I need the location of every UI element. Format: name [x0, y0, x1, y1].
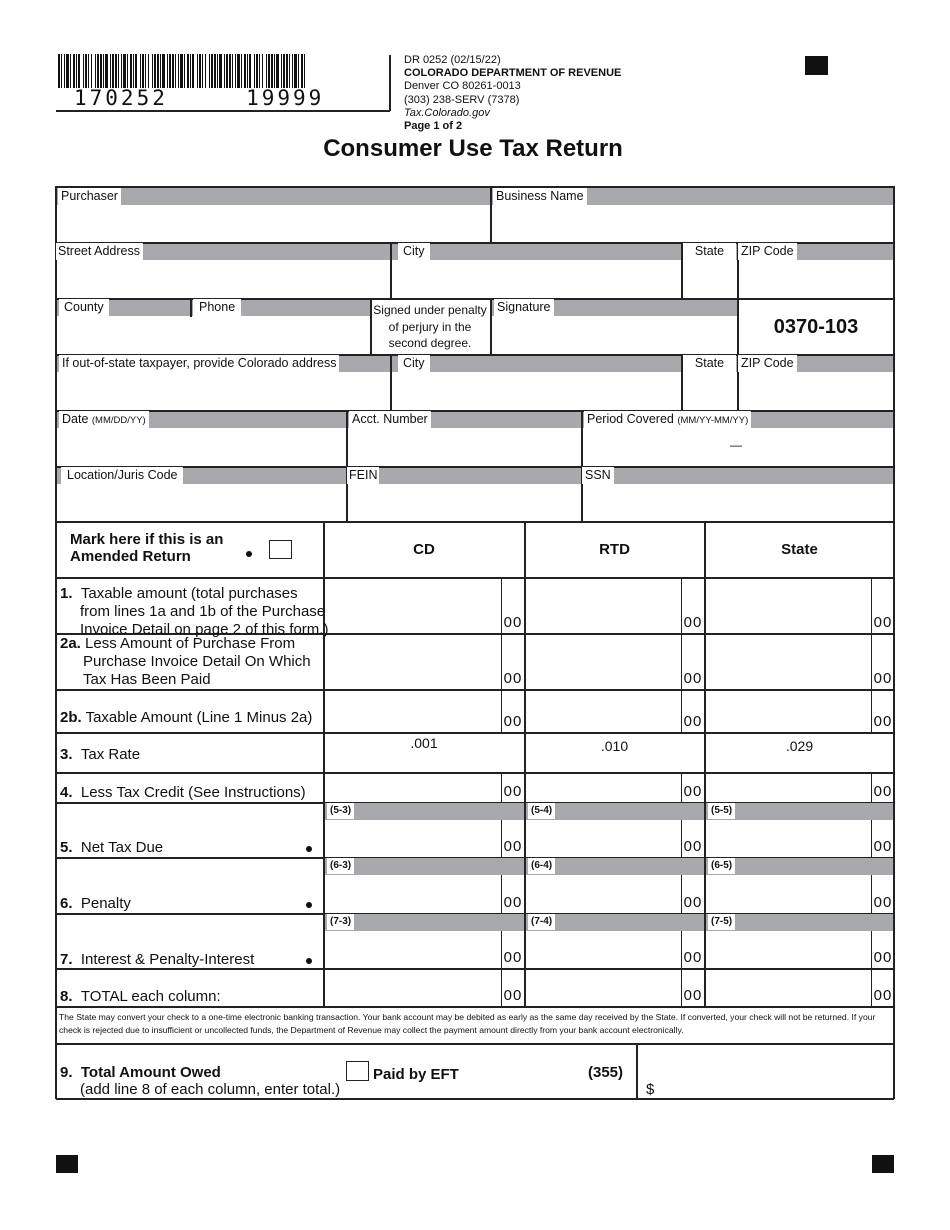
date-format: (MM/DD/YY): [91, 415, 146, 426]
barcode-bar: [61, 54, 62, 88]
line-2a-text-c: Tax Has Been Paid: [83, 671, 211, 688]
department-name: COLORADO DEPARTMENT OF REVENUE: [404, 67, 622, 80]
line-2a-cd-amount-input[interactable]: [325, 634, 501, 689]
business-name-input[interactable]: [492, 206, 893, 242]
barcode-bar: [259, 54, 260, 88]
barcode-bar: [85, 54, 87, 88]
code-6-4: (6-4): [528, 858, 555, 874]
barcode-bar: [256, 54, 258, 88]
barcode-bar: [105, 54, 108, 88]
barcode-bar: [70, 54, 71, 88]
zip-input[interactable]: [739, 261, 893, 298]
department-city: Denver CO 80261-0013: [404, 80, 521, 93]
line-1-text-a: Taxable amount (total purchases: [80, 585, 298, 602]
location-juris-input[interactable]: [57, 485, 345, 521]
barcode-bar: [197, 54, 198, 88]
page-title: Consumer Use Tax Return: [323, 135, 623, 162]
barcode-bar: [148, 54, 149, 88]
line-1-label: [60, 585, 328, 639]
barcode-bar: [64, 54, 65, 88]
paid-by-eft-label: Paid by EFT: [373, 1066, 459, 1083]
line-5-number: 5.: [60, 839, 73, 856]
dollar-sign: $: [646, 1081, 655, 1098]
amended-line-2: Amended Return: [70, 548, 191, 565]
fein-input[interactable]: [348, 485, 580, 521]
line-6-text: Penalty: [80, 895, 131, 912]
perjury-note: Signed under penalty of perjury in the second degree.: [373, 303, 487, 350]
barcode-bar: [202, 54, 203, 88]
line-2a-text-b: Purchase Invoice Detail On Which: [83, 653, 311, 670]
line-9-subtitle: (add line 8 of each column, enter total.): [80, 1081, 341, 1098]
rate-rtd: .010: [600, 738, 629, 754]
barcode-bar: [140, 54, 141, 88]
barcode-bar: [88, 54, 89, 88]
line-6-cd-amount-input[interactable]: [325, 876, 501, 913]
line-7-cd-amount-input[interactable]: [325, 932, 501, 968]
line-5-state-amount-input[interactable]: [706, 821, 871, 857]
line-4-text: Less Tax Credit (See Instructions): [80, 784, 306, 801]
barcode-bar: [95, 54, 96, 88]
street-address-label: Street Address: [56, 243, 143, 260]
barcode-bar: [91, 54, 92, 88]
barcode-bar: [262, 54, 263, 88]
line-9-title: Total Amount Owed: [80, 1064, 221, 1081]
barcode-bar: [110, 54, 111, 88]
barcode-bar: [190, 54, 191, 88]
line-1-rtd-cents: 00: [683, 614, 703, 631]
line-8-text: TOTAL each column:: [80, 988, 221, 1005]
line-6-rtd-amount-input[interactable]: [526, 876, 681, 913]
barcode-bar: [162, 54, 165, 88]
amended-line-1: Mark here if this is an: [70, 531, 224, 548]
line-8-number: 8.: [60, 988, 73, 1005]
barcode-bar: [298, 54, 299, 88]
line-8-cd-cents: 00: [503, 987, 523, 1004]
line-9-label: [60, 1064, 340, 1098]
line-7-cd-cents: 00: [503, 949, 523, 966]
amended-return-checkbox[interactable]: [269, 540, 292, 559]
barcode-bar: [304, 54, 305, 88]
line-2b-text: Taxable Amount (Line 1 Minus 2a): [85, 709, 313, 726]
line-8-state-amount-input[interactable]: [706, 969, 871, 1006]
barcode-bar: [127, 54, 128, 88]
co-zip-input[interactable]: [739, 373, 893, 410]
barcode-bar: [229, 54, 231, 88]
code-7-4: (7-4): [528, 914, 555, 930]
registration-mark-bottom-right: [872, 1155, 894, 1173]
co-state-label: State: [683, 355, 736, 372]
line-5-cd-cents: 00: [503, 838, 523, 855]
department-website: Tax.Colorado.gov: [404, 106, 490, 119]
line-3-label: [60, 746, 140, 764]
barcode-bar: [274, 54, 275, 88]
line-8-state-cents: 00: [873, 987, 893, 1004]
code-5-5: (5-5): [708, 803, 735, 819]
period-format: (MM/YY-MM/YY): [677, 415, 749, 426]
barcode-bar: [237, 54, 240, 88]
barcode-bar: [115, 54, 117, 88]
line-4-state-amount-input[interactable]: [706, 773, 871, 802]
barcode-number: 170252 19999: [74, 86, 325, 110]
line-7-number: 7.: [60, 951, 73, 968]
page-number: Page 1 of 2: [404, 120, 463, 133]
line-2b-state-cents: 00: [873, 713, 893, 730]
line-5-state-cents: 00: [873, 838, 893, 855]
department-phone: (303) 238-SERV (7378): [404, 93, 520, 106]
line-2a-text-a: Less Amount of Purchase From: [85, 635, 296, 652]
co-city-input[interactable]: [392, 373, 680, 410]
city-label: City: [398, 243, 430, 260]
bullet-icon: [306, 958, 312, 964]
line-1-rtd-amount-input[interactable]: [526, 578, 681, 633]
column-header-cd: CD: [413, 541, 435, 558]
barcode-bar: [152, 54, 153, 88]
line-1-cd-amount-input[interactable]: [325, 578, 501, 633]
fein-label: FEIN: [349, 468, 378, 482]
form-id: DR 0252 (02/15/22): [404, 54, 501, 66]
line-6-label: [60, 895, 131, 913]
barcode-bar: [73, 54, 75, 88]
barcode-bar: [254, 54, 255, 88]
line-2a-number: 2a.: [60, 635, 81, 652]
line-7-rtd-cents: 00: [683, 949, 703, 966]
line-4-state-cents: 00: [873, 783, 893, 800]
line-2b-state-amount-input[interactable]: [706, 690, 871, 732]
barcode-bar: [157, 54, 159, 88]
line-5-rtd-amount-input[interactable]: [526, 821, 681, 857]
barcode-bar: [118, 54, 119, 88]
barcode-bar: [224, 54, 225, 88]
co-state-input[interactable]: [683, 373, 736, 410]
form-code: 0370-103: [773, 316, 859, 338]
line-2b-label: [60, 709, 312, 727]
barcode-bar: [103, 54, 104, 88]
barcode-bar: [199, 54, 201, 88]
out-of-state-label: If out-of-state taxpayer, provide Colorado address: [59, 355, 339, 372]
registration-mark-bottom-left: [56, 1155, 78, 1173]
code-6-5: (6-5): [708, 858, 735, 874]
line-6-state-cents: 00: [873, 894, 893, 911]
line-7-label: [60, 951, 254, 969]
signature-label: Signature: [494, 299, 554, 316]
line-2a-rtd-amount-input[interactable]: [526, 634, 681, 689]
ssn-input[interactable]: [583, 485, 893, 521]
registration-mark-top-right: [805, 56, 828, 75]
barcode-bar: [160, 54, 161, 88]
barcode-bar: [276, 54, 279, 88]
code-5-3: (5-3): [327, 803, 354, 819]
line-8-rtd-amount-input[interactable]: [526, 969, 681, 1006]
county-input[interactable]: [57, 318, 189, 354]
barcode-bar: [266, 54, 267, 88]
paid-by-eft-checkbox[interactable]: [346, 1061, 369, 1081]
rate-state: .029: [785, 738, 814, 754]
line-8-label: [60, 988, 221, 1006]
period-covered-label: [584, 411, 751, 428]
barcode-bar: [283, 54, 285, 88]
line-6-state-amount-input[interactable]: [706, 876, 871, 913]
barcode-bar: [219, 54, 222, 88]
line-9-number: 9.: [60, 1064, 73, 1081]
line-1-state-cents: 00: [873, 614, 893, 631]
eft-notice: The State may convert your check to a one-time electronic banking transaction. Your bank account may be debited as early as the same day received by the State. If converted, your check will not be returned. If your check is rejected due to insufficient or uncollected funds, the Department of Revenue may collect the payment amount directly from your bank account electronically.: [59, 1012, 876, 1035]
line-2b-cd-cents: 00: [503, 713, 523, 730]
bullet-icon: [246, 551, 252, 557]
barcode-bar: [294, 54, 297, 88]
barcode-bar: [66, 54, 69, 88]
line-6-rtd-cents: 00: [683, 894, 703, 911]
line-2a-state-cents: 00: [873, 670, 893, 687]
barcode-bar: [235, 54, 236, 88]
barcode-bar: [292, 54, 293, 88]
code-7-5: (7-5): [708, 914, 735, 930]
line-2b-rtd-amount-input[interactable]: [526, 690, 681, 732]
barcode-bar: [184, 54, 185, 88]
line-1-number: 1.: [60, 585, 73, 602]
rate-cd: .001: [410, 735, 438, 751]
line-4-number: 4.: [60, 784, 73, 801]
line-2a-state-amount-input[interactable]: [706, 634, 871, 689]
purchaser-label: Purchaser: [58, 188, 121, 205]
period-dash: —: [730, 438, 742, 452]
purchaser-input[interactable]: [57, 206, 489, 242]
period-covered-input[interactable]: [583, 429, 893, 466]
barcode-bar: [167, 54, 168, 88]
date-label: [59, 411, 149, 428]
barcode-bar: [83, 54, 84, 88]
barcode-bar: [135, 54, 137, 88]
line-4-label: [60, 784, 306, 802]
line-2a-label: [60, 635, 311, 689]
line-7-rtd-amount-input[interactable]: [526, 932, 681, 968]
street-address-input[interactable]: [57, 261, 389, 298]
barcode-bar: [187, 54, 189, 88]
code-5-4: (5-4): [528, 803, 555, 819]
line-9-code: (355): [588, 1064, 624, 1081]
line-8-cd-amount-input[interactable]: [325, 969, 501, 1006]
code-7-3: (7-3): [327, 914, 354, 930]
line-2b-cd-amount-input[interactable]: [325, 690, 501, 732]
acct-number-label: Acct. Number: [349, 411, 431, 428]
header-info: [404, 54, 621, 133]
state-input[interactable]: [683, 261, 736, 298]
barcode-bar: [133, 54, 134, 88]
barcode-bar: [205, 54, 206, 88]
business-name-label: Business Name: [493, 188, 587, 205]
barcode-bar: [154, 54, 156, 88]
barcode-bar: [286, 54, 288, 88]
period-label-text: Period Covered: [587, 412, 674, 426]
phone-input[interactable]: [192, 318, 369, 354]
co-zip-label: ZIP Code: [738, 355, 797, 372]
barcode-bar: [178, 54, 179, 88]
barcode-bar: [192, 54, 194, 88]
barcode-bar: [217, 54, 218, 88]
barcode-bar: [209, 54, 210, 88]
location-juris-label: Location/Juris Code: [61, 467, 183, 484]
barcode-bar: [214, 54, 216, 88]
barcode-bar: [100, 54, 102, 88]
line-1-cd-cents: 00: [503, 614, 523, 631]
barcode-bar: [180, 54, 183, 88]
barcode-bar: [271, 54, 273, 88]
line-8-rtd-cents: 00: [683, 987, 703, 1004]
bullet-icon: [306, 902, 312, 908]
line-5-rtd-cents: 00: [683, 838, 703, 855]
barcode-bar: [123, 54, 126, 88]
barcode-bar: [241, 54, 242, 88]
line-4-cd-amount-input[interactable]: [325, 773, 501, 802]
amended-return-label: [70, 531, 223, 565]
line-2b-number: 2b.: [60, 709, 82, 726]
line-4-cd-cents: 00: [503, 783, 523, 800]
barcode-bar: [175, 54, 176, 88]
barcode-bar: [145, 54, 146, 88]
barcode-bar: [58, 54, 60, 88]
line-7-state-amount-input[interactable]: [706, 932, 871, 968]
barcode-bar: [112, 54, 114, 88]
bullet-icon: [306, 846, 312, 852]
column-header-state: State: [781, 541, 818, 558]
barcode-bar: [301, 54, 303, 88]
line-6-cd-cents: 00: [503, 894, 523, 911]
line-1-state-amount-input[interactable]: [706, 578, 871, 633]
barcode-bar: [121, 54, 122, 88]
barcode-bar: [249, 54, 251, 88]
barcode-bar: [169, 54, 171, 88]
line-1-text-b: from lines 1a and 1b of the Purchase: [80, 603, 326, 620]
line-7-state-cents: 00: [873, 949, 893, 966]
barcode-bar: [78, 54, 80, 88]
line-5-label: [60, 839, 163, 857]
barcode-bar: [232, 54, 233, 88]
barcode-bar: [142, 54, 144, 88]
barcode-bar: [226, 54, 228, 88]
line-7-text: Interest & Penalty-Interest: [80, 951, 255, 968]
date-label-text: Date: [62, 412, 89, 426]
barcode-bar: [97, 54, 99, 88]
column-header-rtd: RTD: [599, 541, 630, 558]
county-label: County: [59, 299, 109, 316]
line-2a-rtd-cents: 00: [683, 670, 703, 687]
acct-number-input[interactable]: [348, 429, 580, 466]
line-5-cd-amount-input[interactable]: [325, 821, 501, 857]
barcode-bar: [76, 54, 77, 88]
zip-label: ZIP Code: [738, 243, 797, 260]
signature-input[interactable]: [492, 318, 736, 354]
barcode-bar: [247, 54, 248, 88]
line-1-text-c: Invoice Detail on page 2 of this form.): [80, 621, 329, 638]
co-address-input[interactable]: [57, 373, 389, 410]
ssn-label: SSN: [582, 467, 614, 484]
line-4-rtd-cents: 00: [683, 783, 703, 800]
line-6-number: 6.: [60, 895, 73, 912]
date-input[interactable]: [57, 429, 345, 466]
barcode-bar: [281, 54, 282, 88]
co-city-label: City: [398, 355, 430, 372]
city-input[interactable]: [392, 261, 680, 298]
line-3-text: Tax Rate: [80, 746, 141, 763]
line-3-number: 3.: [60, 746, 73, 763]
barcode-bar: [172, 54, 174, 88]
barcode-bar: [289, 54, 290, 88]
barcode: [56, 54, 310, 90]
state-label: State: [683, 243, 736, 260]
barcode-bar: [244, 54, 246, 88]
barcode-bar: [130, 54, 132, 88]
line-4-rtd-amount-input[interactable]: [526, 773, 681, 802]
line-2a-cd-cents: 00: [503, 670, 523, 687]
code-6-3: (6-3): [327, 858, 354, 874]
total-amount-owed-input[interactable]: [638, 1045, 893, 1097]
line-2b-rtd-cents: 00: [683, 713, 703, 730]
barcode-bar: [211, 54, 213, 88]
barcode-bar: [268, 54, 270, 88]
phone-label: Phone: [193, 299, 241, 316]
line-5-text: Net Tax Due: [80, 839, 164, 856]
